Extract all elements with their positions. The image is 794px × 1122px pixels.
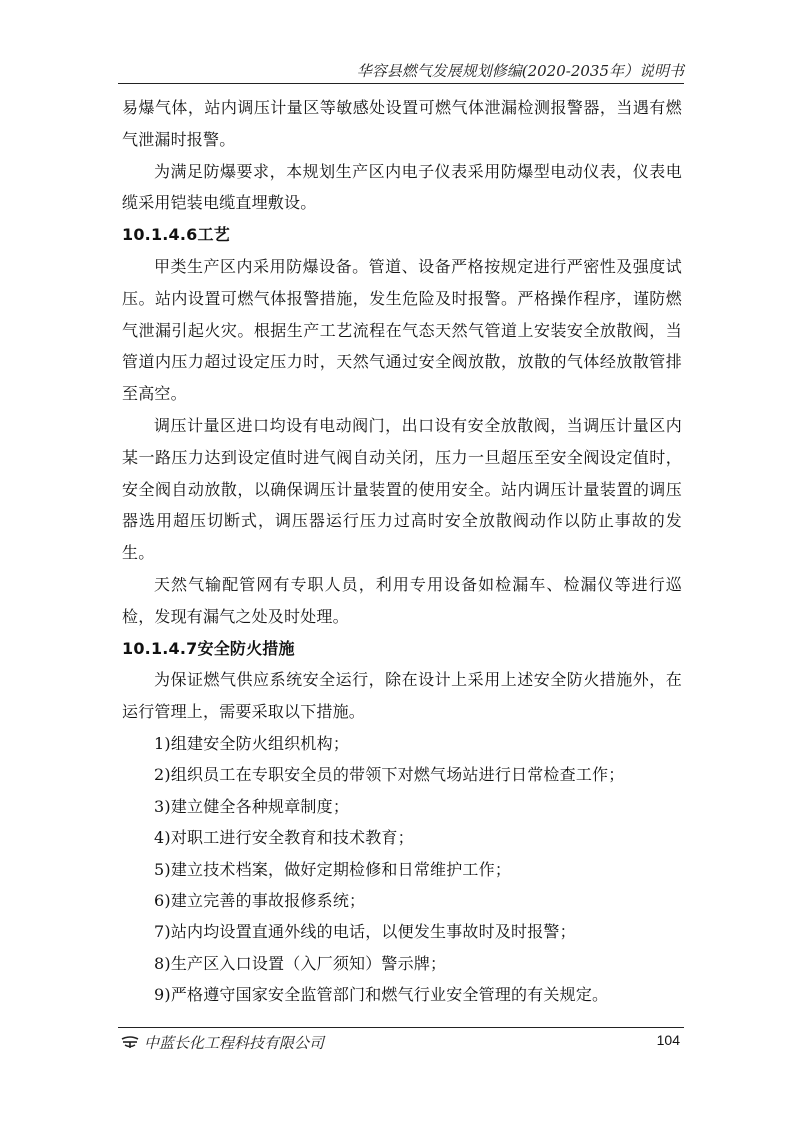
paragraph: 易爆气体，站内调压计量区等敏感处设置可燃气体泄漏检测报警器，当遇有燃气泄漏时报警。 <box>122 98 682 149</box>
list-item: 8)生产区入口设置（入厂须知）警示牌； <box>154 953 447 973</box>
list-item: 2)组织员工在专职安全员的带领下对燃气场站进行日常检查工作； <box>154 765 625 785</box>
paragraph: 为满足防爆要求，本规划生产区内电子仪表采用防爆型电动仪表，仪表电缆采用铠装电缆直埋敷设。 <box>122 161 682 213</box>
footer-company <box>120 1031 324 1053</box>
paragraph: 天然气输配管网有专职人员，利用专用设备如检漏车、检漏仪等进行巡检，发现有漏气之处及时处理。 <box>122 574 682 626</box>
measures-list <box>122 728 682 1011</box>
paragraph: 为保证燃气供应系统安全运行，除在设计上采用上述安全防火措施外，在运行管理上，需要采取以下措施。 <box>122 670 682 722</box>
company-logo-icon <box>120 1035 140 1049</box>
footer-rule <box>118 1027 684 1028</box>
list-item: 4)对职工进行安全教育和技术教育； <box>154 828 414 848</box>
company-name: 中蓝长化工程科技有限公司 <box>144 1033 325 1052</box>
running-header: 华容县燃气发展规划修编(2020-2035年）说明书 <box>356 62 684 80</box>
list-item: 3)建立健全各种规章制度； <box>154 796 350 816</box>
page-body <box>122 92 682 1011</box>
list-item: 9)严格遵守国家安全监管部门和燃气行业安全管理的有关规定。 <box>154 985 609 1005</box>
header-rule <box>118 83 684 84</box>
section-heading: 10.1.4.6工艺 <box>122 225 230 245</box>
section-heading: 10.1.4.7安全防火措施 <box>122 638 295 658</box>
list-item: 6)建立完善的事故报修系统； <box>154 890 366 910</box>
list-item: 1)组建安全防火组织机构； <box>154 733 350 753</box>
list-item: 7)站内均设置直通外线的电话，以便发生事故时及时报警； <box>154 922 576 942</box>
page-number: 104 <box>656 1032 680 1048</box>
paragraph: 甲类生产区内采用防爆设备。管道、设备严格按规定进行严密性及强度试压。站内设置可燃气体报警措施，发生危险及时报警。严格操作程序，谨防燃气泄漏引起火灾。根据生产工艺流程在气态天然气管道上安装安全放散阀，当管道内压力超过设定压力时，天然气通过安全阀放散，放散的气体经放散管排至高空。 <box>122 256 682 404</box>
paragraph: 调压计量区进口均设有电动阀门，出口设有安全放散阀，当调压计量区内某一路压力达到设定值时进气阀自动关闭，压力一旦超压至安全阀设定值时，安全阀自动放散，以确保调压计量装置的使用安全。站内调压计量装置的调压器选用超压切断式，调压器运行压力过高时安全放散阀动作以防止事故的发生。 <box>122 415 682 563</box>
list-item: 5)建立技术档案，做好定期检修和日常维护工作； <box>154 859 512 879</box>
